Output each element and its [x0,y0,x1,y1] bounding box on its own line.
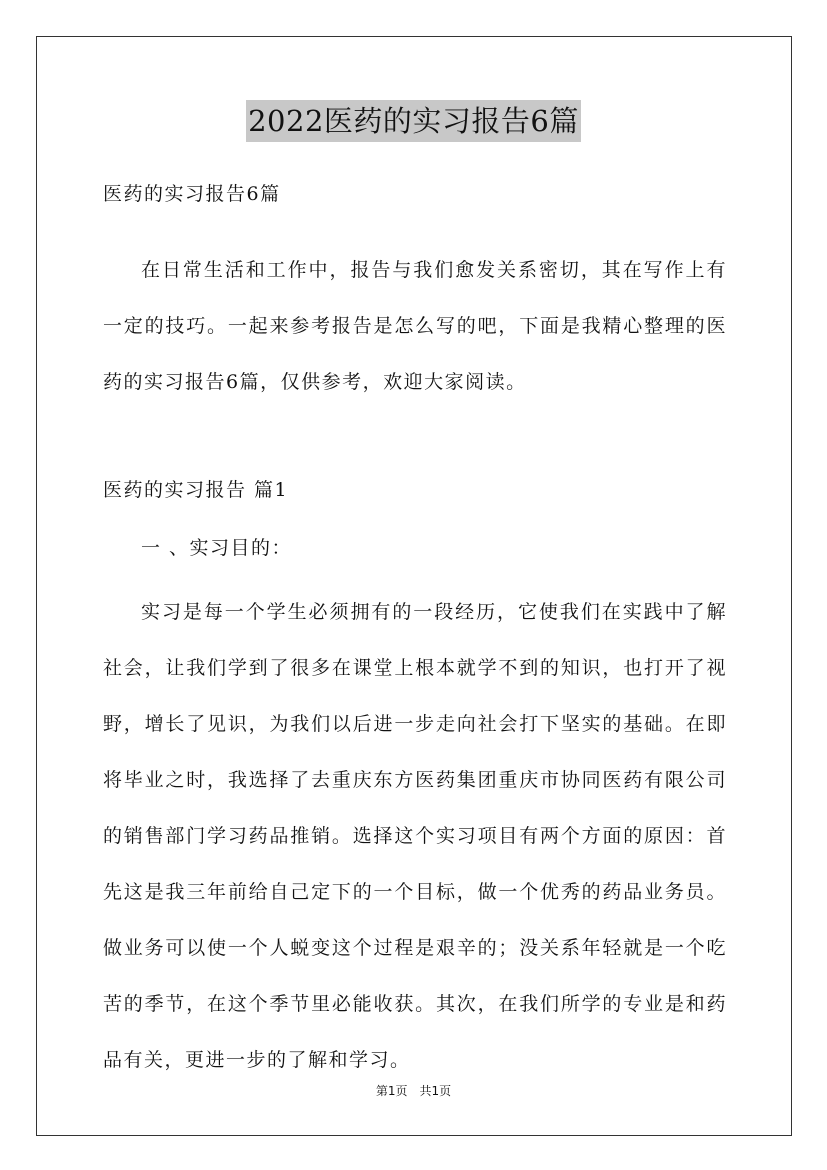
body-paragraph: 实习是每一个学生必须拥有的一段经历，它使我们在实践中了解社会，让我们学到了很多在课堂上根本就学不到的知识，也打开了视野，增长了见识，为我们以后进一步走向社会打下坚实的基础。在即将毕业之时，我选择了去重庆东方医药集团重庆市协同医药有限公司的销售部门学习药品推销。选择这个实习项目有两个方面的原因：首先这是我三年前给自己定下的一个目标，做一个优秀的药品业务员。做业务可以使一个人蜕变这个过程是艰辛的；没关系年轻就是一个吃苦的季节，在这个季节里必能收获。其次，在我们所学的专业是和药品有关，更进一步的了解和学习。 [103,601,727,1071]
page-footer: 第1页 共1页 [375,1084,452,1098]
section-spacer [103,410,727,468]
section-title: 医药的实习报告 篇1 [103,479,289,501]
document-title: 2022医药的实习报告6篇 [246,100,581,142]
intro-paragraph: 在日常生活和工作中，报告与我们愈发关系密切，其在写作上有一定的技巧。一起来参考报告是怎么写的吧，下面是我精心整理的医药的实习报告6篇，仅供参考，欢迎大家阅读。 [103,259,727,393]
document-subtitle: 医药的实习报告6篇 [103,183,281,205]
title-container [0,100,827,142]
document-body [103,172,727,1088]
sub-heading: 一 、实习目的： [141,537,293,559]
